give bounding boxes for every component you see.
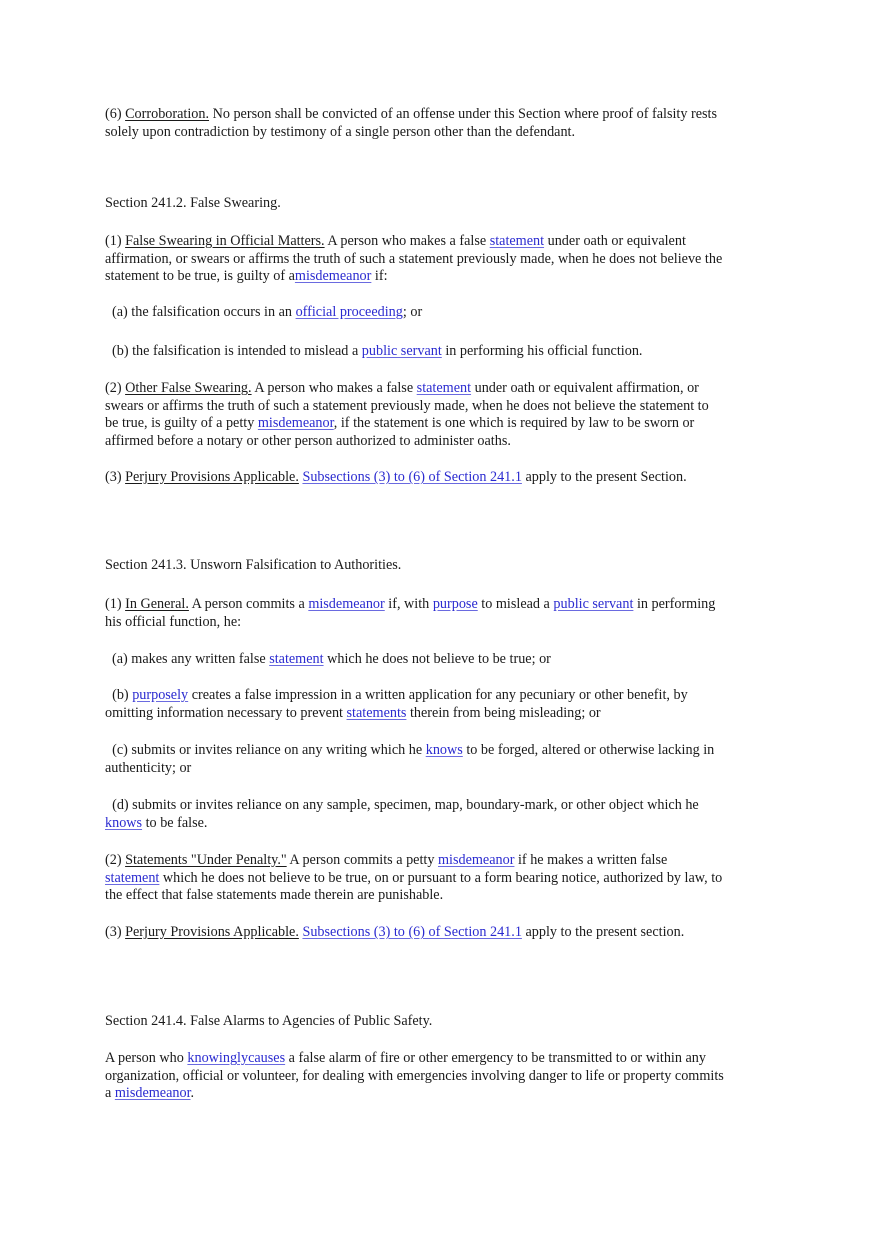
- paragraph-text: A person commits a petty: [286, 852, 438, 868]
- clause-text: in performing his official function.: [441, 343, 643, 359]
- link-public-servant[interactable]: public servant: [553, 596, 634, 612]
- clause-text: (a) makes any written false: [112, 651, 270, 667]
- paragraph-text: No person shall be convicted of an offense under this Section where proof of falsity rests solely upon contradiction by testimony of a single person other than the defendant.: [105, 106, 718, 140]
- paragraph-text: if:: [371, 268, 388, 284]
- link-misdemeanor[interactable]: misdemeanor: [294, 268, 372, 284]
- clause-3c: [105, 742, 725, 777]
- link-statement[interactable]: statement: [416, 380, 472, 396]
- paragraph-perjury-provisions: [105, 924, 725, 942]
- clause-text: (b): [112, 687, 133, 703]
- link-purposely[interactable]: purposely: [132, 687, 189, 703]
- paragraph-text: apply to the present section.: [521, 924, 685, 940]
- subsection-number: (1): [105, 233, 122, 249]
- subsection-number: (6): [105, 106, 122, 122]
- paragraph-text: to mislead a: [477, 596, 554, 612]
- clause-text: (b) the falsification is intended to mislead a: [112, 343, 362, 359]
- clause-2a: [112, 304, 732, 322]
- subsection-number: (3): [105, 924, 122, 940]
- clause-text: therein from being misleading; or: [406, 704, 601, 721]
- link-misdemeanor[interactable]: misdemeanor: [114, 1085, 191, 1101]
- link-public-servant[interactable]: public servant: [361, 343, 442, 359]
- paragraph-text: in performing his official function, he:: [105, 596, 716, 630]
- link-subsections-241-1[interactable]: Subsections (3) to (6) of Section 241.1: [302, 924, 522, 940]
- clause-text: (a) the falsification occurs in an: [112, 304, 296, 320]
- link-statements[interactable]: statements: [346, 704, 407, 721]
- paragraph-text: if he makes a written false: [514, 852, 668, 868]
- subsection-number: (2): [105, 852, 122, 868]
- clause-3b: [105, 687, 725, 722]
- subsection-number: (3): [105, 469, 122, 485]
- section-heading-241-2: Section 241.2. False Swearing.: [105, 195, 281, 211]
- paragraph-text: A person who makes a false: [251, 380, 417, 396]
- clause-2b: [112, 343, 732, 361]
- subsection-title: Perjury Provisions Applicable.: [125, 469, 299, 485]
- paragraph-text: under oath or equivalent affirmation, or swears or affirms the truth of such a statement previously made, when he does not believe the statement to be true, is guilty of a: [105, 233, 723, 284]
- link-causes[interactable]: causes: [248, 1050, 286, 1066]
- paragraph-false-alarms: [105, 1050, 725, 1103]
- link-statement[interactable]: statement: [269, 651, 324, 667]
- subsection-title: Statements "Under Penalty.": [125, 852, 287, 868]
- paragraph-text: which he does not believe to be true, on or pursuant to a form bearing notice, authorized by law, to the effect that false statements made therein are punishable.: [105, 869, 723, 903]
- subsection-title: Other False Swearing.: [125, 380, 252, 396]
- link-statement[interactable]: statement: [105, 869, 160, 886]
- link-misdemeanor[interactable]: misdemeanor: [257, 415, 334, 431]
- clause-text: (d) submits or invites reliance on any sample, specimen, map, boundary-mark, or other object which he: [112, 797, 699, 813]
- paragraph-false-swearing-official: [105, 233, 725, 286]
- clause-text: to be false.: [142, 814, 208, 831]
- link-misdemeanor[interactable]: misdemeanor: [438, 852, 515, 868]
- link-misdemeanor[interactable]: misdemeanor: [308, 596, 385, 612]
- paragraph-statements-under-penalty: [105, 852, 725, 905]
- section-heading-241-3: Section 241.3. Unsworn Falsification to Authorities.: [105, 557, 402, 573]
- paragraph-text: , if the statement is one which is required by law to be sworn or affirmed before a notary or other person authorized to administer oaths.: [105, 415, 695, 449]
- link-statement[interactable]: statement: [489, 233, 545, 249]
- link-subsections-241-1[interactable]: Subsections (3) to (6) of Section 241.1: [302, 469, 522, 485]
- paragraph-perjury-provisions: [105, 469, 725, 487]
- link-knows[interactable]: knows: [425, 742, 463, 758]
- clause-text: to be forged, altered or otherwise lacking in authenticity; or: [105, 742, 715, 776]
- paragraph-text: A person who makes a false: [324, 233, 490, 249]
- clause-3d: [105, 797, 725, 832]
- paragraph-text: a false alarm of fire or other emergency to be transmitted to or within any organization, official or volunteer, for dealing with emergencies involving danger to life or property commits a: [105, 1050, 724, 1101]
- subsection-number: (2): [105, 380, 122, 396]
- clause-text: creates a false impression in a written application for any pecuniary or other benefit, by omitting information necessary to prevent: [105, 687, 688, 721]
- link-official-proceeding[interactable]: official proceeding: [295, 304, 403, 320]
- paragraph-text: if, with: [384, 596, 433, 612]
- subsection-title: Corroboration.: [125, 106, 210, 122]
- subsection-title: In General.: [125, 596, 189, 612]
- link-knowingly[interactable]: knowingly: [187, 1050, 249, 1066]
- paragraph-in-general: [105, 596, 725, 631]
- subsection-title: False Swearing in Official Matters.: [125, 233, 325, 249]
- clause-text: (c) submits or invites reliance on any writing which he: [112, 742, 426, 758]
- clause-3a: [112, 651, 732, 669]
- paragraph-text: A person who: [105, 1050, 188, 1066]
- paragraph-corroboration: [105, 106, 725, 141]
- paragraph-other-false-swearing: [105, 380, 725, 450]
- clause-text: ; or: [402, 304, 423, 320]
- link-purpose[interactable]: purpose: [432, 596, 478, 612]
- paragraph-text: .: [190, 1085, 195, 1101]
- paragraph-text: apply to the present Section.: [521, 469, 687, 485]
- subsection-title: Perjury Provisions Applicable.: [125, 924, 299, 940]
- paragraph-text: under oath or equivalent affirmation, or swears or affirms the truth of such a statement previously made, when he does not believe the statement to be true, is guilty of a petty: [105, 380, 709, 431]
- link-knows[interactable]: knows: [105, 814, 143, 831]
- clause-text: which he does not believe to be true; or: [323, 651, 551, 667]
- paragraph-text: A person commits a: [188, 596, 309, 612]
- section-heading-241-4: Section 241.4. False Alarms to Agencies of Public Safety.: [105, 1013, 433, 1029]
- subsection-number: (1): [105, 596, 122, 612]
